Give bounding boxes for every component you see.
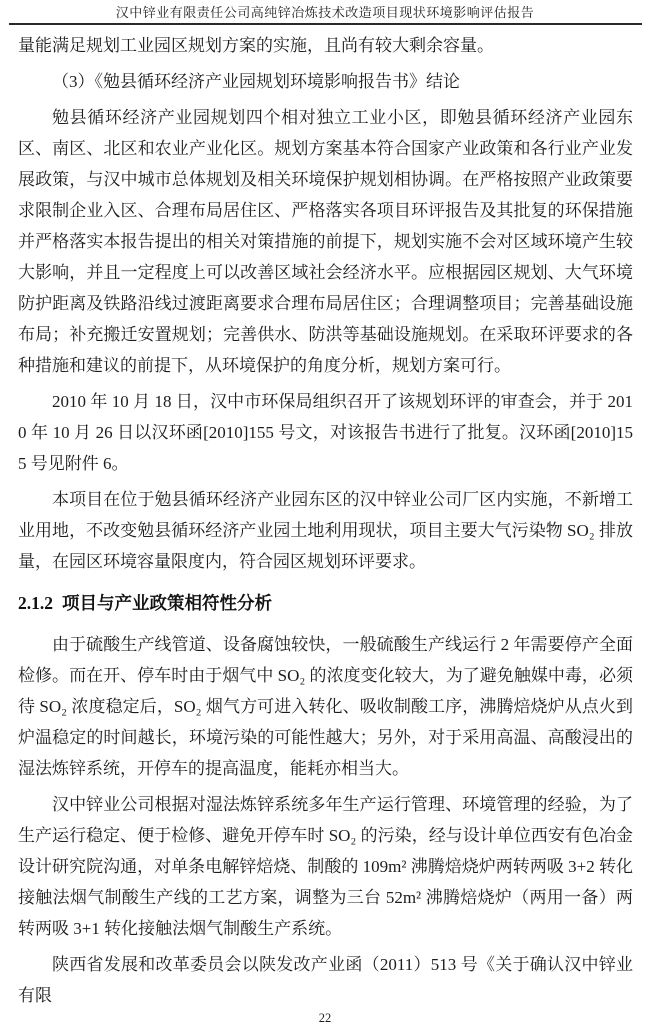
paragraph-acid-line-maintenance: 由于硫酸生产线管道、设备腐蚀较快，一般硫酸生产线运行 2 年需要停产全面检修。而在开、停车时由于烟气中 SO₂ 的浓度变化较大，为了避免触媒中毒，必须待 SO₂ 浓度稳定后，SO₂ 烟气方可进入转化、吸收制酸工序，沸腾焙烧炉从点火到炉温稳定的时间越长，环境污染的可能性越大；另外，对于采用高温、高酸浸出的湿法炼锌系统，开停车的提高温度，能耗亦相当大。 bbox=[18, 635, 633, 778]
paragraph-report-conclusion-label: （3）《勉县循环经济产业园规划环境影响报告书》结论 bbox=[52, 72, 460, 91]
header-title: 汉中锌业有限责任公司高纯锌冶炼技术改造项目现状环境影响评估报告 bbox=[115, 5, 535, 20]
paragraph-capacity-conclusion: 量能满足规划工业园区规划方案的实施，且尚有较大剩余容量。 bbox=[18, 36, 494, 55]
page-footer bbox=[0, 1009, 650, 1027]
paragraph-process-adjustment: 汉中锌业公司根据对湿法炼锌系统多年生产运行管理、环境管理的经验，为了生产运行稳定、便于检修、避免开停车时 SO₂ 的污染，经与设计单位西安有色冶金设计研究院沟通，对单条电解锌焙烧、制酸的 109m² 沸腾焙烧炉两转两吸 3+2 转化接触法烟气制酸生产线的工艺方案，调整为三台 52m² 沸腾焙烧炉（两用一备）两转两吸 3+1 转化接触法烟气制酸生产系统。 bbox=[18, 795, 633, 938]
section-number: 2.1.2 bbox=[18, 593, 53, 613]
section-heading bbox=[18, 588, 633, 619]
page-header bbox=[0, 0, 650, 25]
section-title: 项目与产业政策相符性分析 bbox=[62, 593, 272, 613]
document-body bbox=[0, 25, 650, 1011]
paragraph-ndrc-letter: 陕西省发展和改革委员会以陕发改产业函（2011）513 号《关于确认汉中锌业有限 bbox=[18, 955, 633, 1005]
paragraph-park-plan-conclusion: 勉县循环经济产业园规划四个相对独立工业小区，即勉县循环经济产业园东区、南区、北区和农业产业化区。规划方案基本符合国家产业政策和各行业产业发展政策，与汉中城市总体规划及相关环境保护规划相协调。在严格按照产业政策要求限制企业入区、合理布局居住区、严格落实各项目环评报告及其批复的环保措施并严格落实本报告提出的相关对策措施的前提下，规划实施不会对区域环境产生较大影响，并且一定程度上可以改善区域社会经济水平。应根据园区规划、大气环境防护距离及铁路沿线过渡距离要求合理布局居住区；合理调整项目；完善基础设施布局；补充搬迁安置规划；完善供水、防洪等基础设施规划。在采取环评要求的各种措施和建议的前提下，从环境保护的角度分析，规划方案可行。 bbox=[18, 108, 633, 375]
paragraph-approval-history: 2010 年 10 月 18 日，汉中市环保局组织召开了该规划环评的审查会，并于 2010 年 10 月 26 日以汉环函[2010]155 号文，对该报告书进行了批复。汉环函[2010]155 号见附件 6。 bbox=[18, 392, 633, 473]
paragraph-project-location: 本项目在位于勉县循环经济产业园东区的汉中锌业公司厂区内实施，不新增工业用地，不改变勉县循环经济产业园土地利用现状，项目主要大气污染物 SO₂ 排放量，在园区环境容量限度内，符合园区规划环评要求。 bbox=[18, 490, 633, 571]
page-number: 22 bbox=[318, 1011, 332, 1025]
